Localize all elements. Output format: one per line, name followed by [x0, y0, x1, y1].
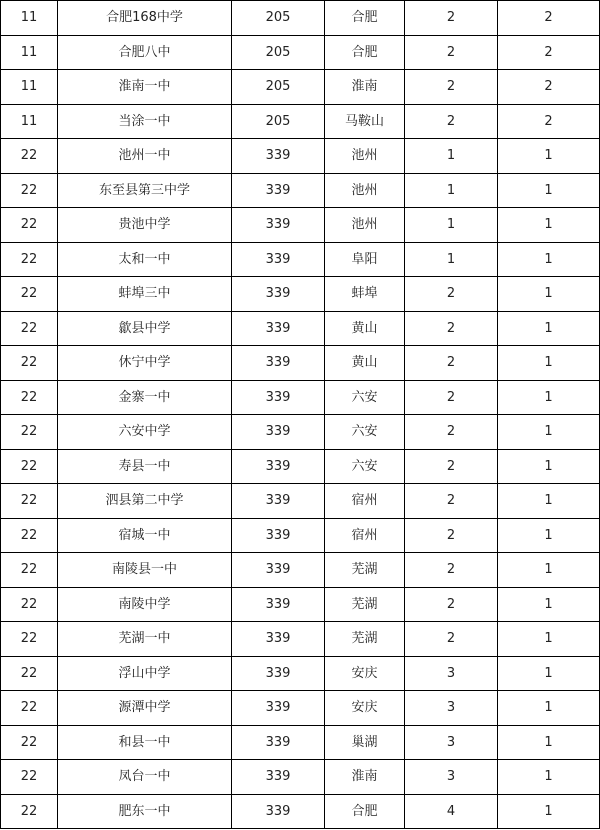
count-b-cell: 1	[498, 484, 600, 519]
count-b-cell: 1	[498, 173, 600, 208]
score-cell: 205	[232, 1, 325, 36]
score-cell: 339	[232, 691, 325, 726]
rank-cell: 22	[1, 622, 58, 657]
table-row	[1, 691, 600, 726]
count-b-cell: 1	[498, 449, 600, 484]
city-cell: 芜湖	[325, 553, 405, 588]
score-cell: 339	[232, 415, 325, 450]
table-row	[1, 484, 600, 519]
score-cell: 339	[232, 173, 325, 208]
count-b-cell: 1	[498, 346, 600, 381]
count-a-cell: 1	[405, 139, 498, 174]
count-b-cell: 2	[498, 104, 600, 139]
count-a-cell: 2	[405, 35, 498, 70]
score-cell: 339	[232, 553, 325, 588]
school-name-cell: 歙县中学	[58, 311, 232, 346]
rank-cell: 11	[1, 104, 58, 139]
city-cell: 黄山	[325, 311, 405, 346]
score-cell: 205	[232, 70, 325, 105]
count-a-cell: 1	[405, 242, 498, 277]
school-name-cell: 源潭中学	[58, 691, 232, 726]
count-b-cell: 1	[498, 139, 600, 174]
school-name-cell: 浮山中学	[58, 656, 232, 691]
table-row	[1, 760, 600, 795]
city-cell: 蚌埠	[325, 277, 405, 312]
score-cell: 339	[232, 484, 325, 519]
school-name-cell: 肥东一中	[58, 794, 232, 829]
rank-cell: 11	[1, 1, 58, 36]
school-name-cell: 六安中学	[58, 415, 232, 450]
rank-cell: 22	[1, 449, 58, 484]
score-cell: 339	[232, 208, 325, 243]
rank-cell: 22	[1, 277, 58, 312]
table-row	[1, 208, 600, 243]
school-name-cell: 金寨一中	[58, 380, 232, 415]
city-cell: 合肥	[325, 1, 405, 36]
count-a-cell: 2	[405, 277, 498, 312]
count-b-cell: 1	[498, 794, 600, 829]
rank-cell: 22	[1, 208, 58, 243]
table-row	[1, 277, 600, 312]
school-name-cell: 南陵中学	[58, 587, 232, 622]
score-cell: 339	[232, 449, 325, 484]
table-row	[1, 622, 600, 657]
city-cell: 宿州	[325, 484, 405, 519]
rank-cell: 11	[1, 70, 58, 105]
rank-cell: 22	[1, 380, 58, 415]
school-name-cell: 宿城一中	[58, 518, 232, 553]
table-row	[1, 104, 600, 139]
table-row	[1, 794, 600, 829]
city-cell: 合肥	[325, 794, 405, 829]
count-a-cell: 2	[405, 553, 498, 588]
score-cell: 339	[232, 277, 325, 312]
count-a-cell: 3	[405, 656, 498, 691]
score-cell: 339	[232, 518, 325, 553]
count-a-cell: 2	[405, 622, 498, 657]
table-row	[1, 725, 600, 760]
rank-cell: 22	[1, 139, 58, 174]
score-cell: 339	[232, 311, 325, 346]
count-b-cell: 1	[498, 277, 600, 312]
school-name-cell: 贵池中学	[58, 208, 232, 243]
rank-cell: 11	[1, 35, 58, 70]
count-a-cell: 2	[405, 104, 498, 139]
city-cell: 黄山	[325, 346, 405, 381]
table-row	[1, 70, 600, 105]
count-b-cell: 1	[498, 242, 600, 277]
table-row	[1, 242, 600, 277]
score-cell: 339	[232, 656, 325, 691]
score-cell: 339	[232, 242, 325, 277]
rank-cell: 22	[1, 691, 58, 726]
count-a-cell: 2	[405, 1, 498, 36]
school-name-cell: 凤台一中	[58, 760, 232, 795]
table-row	[1, 139, 600, 174]
count-b-cell: 1	[498, 725, 600, 760]
city-cell: 池州	[325, 173, 405, 208]
count-b-cell: 1	[498, 622, 600, 657]
count-b-cell: 2	[498, 35, 600, 70]
count-b-cell: 1	[498, 311, 600, 346]
city-cell: 马鞍山	[325, 104, 405, 139]
table-body	[1, 1, 600, 829]
count-a-cell: 2	[405, 415, 498, 450]
table-row	[1, 311, 600, 346]
count-b-cell: 1	[498, 415, 600, 450]
city-cell: 巢湖	[325, 725, 405, 760]
count-b-cell: 1	[498, 553, 600, 588]
count-a-cell: 2	[405, 346, 498, 381]
city-cell: 宿州	[325, 518, 405, 553]
rank-cell: 22	[1, 656, 58, 691]
school-name-cell: 池州一中	[58, 139, 232, 174]
table-row	[1, 449, 600, 484]
count-a-cell: 3	[405, 691, 498, 726]
rank-cell: 22	[1, 173, 58, 208]
school-name-cell: 泗县第二中学	[58, 484, 232, 519]
count-b-cell: 2	[498, 70, 600, 105]
school-name-cell: 芜湖一中	[58, 622, 232, 657]
score-cell: 339	[232, 794, 325, 829]
rank-cell: 22	[1, 415, 58, 450]
count-a-cell: 3	[405, 725, 498, 760]
table-row	[1, 518, 600, 553]
score-cell: 205	[232, 35, 325, 70]
table-row	[1, 587, 600, 622]
rank-cell: 22	[1, 725, 58, 760]
city-cell: 安庆	[325, 656, 405, 691]
rank-cell: 22	[1, 587, 58, 622]
city-cell: 合肥	[325, 35, 405, 70]
score-cell: 339	[232, 587, 325, 622]
school-name-cell: 东至县第三中学	[58, 173, 232, 208]
school-name-cell: 南陵县一中	[58, 553, 232, 588]
school-name-cell: 当涂一中	[58, 104, 232, 139]
city-cell: 芜湖	[325, 622, 405, 657]
count-b-cell: 2	[498, 1, 600, 36]
rank-cell: 22	[1, 346, 58, 381]
school-name-cell: 合肥八中	[58, 35, 232, 70]
table-row	[1, 380, 600, 415]
school-name-cell: 休宁中学	[58, 346, 232, 381]
count-a-cell: 2	[405, 380, 498, 415]
table-row	[1, 1, 600, 36]
count-a-cell: 2	[405, 587, 498, 622]
rank-cell: 22	[1, 760, 58, 795]
rank-cell: 22	[1, 794, 58, 829]
school-name-cell: 蚌埠三中	[58, 277, 232, 312]
school-name-cell: 太和一中	[58, 242, 232, 277]
score-cell: 339	[232, 760, 325, 795]
rank-cell: 22	[1, 242, 58, 277]
count-b-cell: 1	[498, 518, 600, 553]
city-cell: 阜阳	[325, 242, 405, 277]
city-cell: 淮南	[325, 70, 405, 105]
rank-cell: 22	[1, 311, 58, 346]
score-cell: 339	[232, 380, 325, 415]
score-cell: 339	[232, 622, 325, 657]
score-cell: 339	[232, 725, 325, 760]
count-a-cell: 2	[405, 484, 498, 519]
count-b-cell: 1	[498, 380, 600, 415]
score-cell: 339	[232, 346, 325, 381]
school-name-cell: 淮南一中	[58, 70, 232, 105]
city-cell: 池州	[325, 208, 405, 243]
table-row	[1, 35, 600, 70]
count-a-cell: 2	[405, 518, 498, 553]
score-cell: 339	[232, 139, 325, 174]
city-cell: 安庆	[325, 691, 405, 726]
table-row	[1, 415, 600, 450]
count-b-cell: 1	[498, 208, 600, 243]
score-cell: 205	[232, 104, 325, 139]
rank-cell: 22	[1, 553, 58, 588]
city-cell: 淮南	[325, 760, 405, 795]
count-a-cell: 1	[405, 173, 498, 208]
school-name-cell: 寿县一中	[58, 449, 232, 484]
city-cell: 六安	[325, 415, 405, 450]
table-row	[1, 656, 600, 691]
table-row	[1, 173, 600, 208]
count-b-cell: 1	[498, 760, 600, 795]
city-cell: 六安	[325, 449, 405, 484]
count-a-cell: 2	[405, 70, 498, 105]
city-cell: 六安	[325, 380, 405, 415]
count-a-cell: 1	[405, 208, 498, 243]
count-a-cell: 2	[405, 449, 498, 484]
table-row	[1, 553, 600, 588]
count-a-cell: 2	[405, 311, 498, 346]
rank-cell: 22	[1, 518, 58, 553]
count-a-cell: 3	[405, 760, 498, 795]
school-name-cell: 合肥168中学	[58, 1, 232, 36]
city-cell: 池州	[325, 139, 405, 174]
school-name-cell: 和县一中	[58, 725, 232, 760]
rank-cell: 22	[1, 484, 58, 519]
count-b-cell: 1	[498, 656, 600, 691]
city-cell: 芜湖	[325, 587, 405, 622]
count-b-cell: 1	[498, 691, 600, 726]
table-row	[1, 346, 600, 381]
count-b-cell: 1	[498, 587, 600, 622]
count-a-cell: 4	[405, 794, 498, 829]
